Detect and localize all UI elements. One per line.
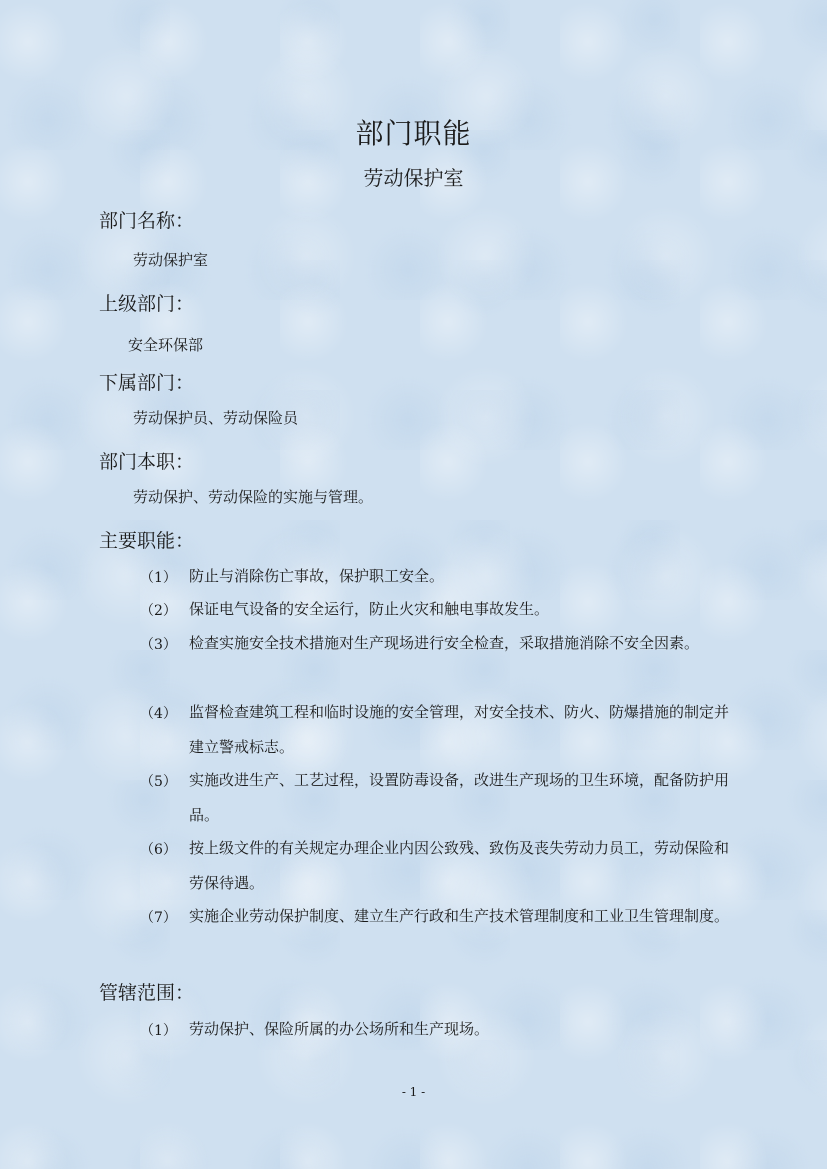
function-item-number: （5）: [140, 774, 177, 790]
scope-item-number: （1）: [140, 1023, 177, 1039]
function-item-number: （7）: [140, 910, 177, 926]
function-item-text: 按上级文件的有关规定办理企业内因公致残、致伤及丧失劳动力员工，劳动保险和劳保待遇。: [189, 839, 730, 892]
function-item-number: （2）: [140, 603, 177, 619]
function-item-text: 实施企业劳动保护制度、建立生产行政和生产技术管理制度和工业卫生管理制度。: [189, 907, 730, 925]
section-text-superior: 安全环保部: [128, 336, 204, 354]
function-item-text: 监督检查建筑工程和临时设施的安全管理，对安全技术、防火、防爆措施的制定并建立警戒标志。: [189, 703, 730, 756]
section-text-name: 劳动保护室: [133, 251, 209, 269]
scope-item-text: 劳动保护、保险所属的办公场所和生产现场。: [189, 1020, 490, 1038]
function-item-text: 防止与消除伤亡事故，保护职工安全。: [189, 567, 445, 585]
function-item-text: 检查实施安全技术措施对生产现场进行安全检查，采取措施消除不安全因素。: [189, 634, 700, 652]
section-heading-subordinate: 下属部门：: [99, 372, 195, 394]
document-subtitle: 劳动保护室: [363, 166, 464, 190]
function-item-text: 保证电气设备的安全运行，防止火灾和触电事故发生。: [189, 600, 550, 618]
section-text-duty: 劳动保护、劳动保险的实施与管理。: [133, 488, 374, 506]
section-heading-functions: 主要职能：: [99, 530, 195, 552]
section-text-subordinate: 劳动保护员、劳动保险员: [133, 409, 299, 427]
section-heading-duty: 部门本职：: [99, 451, 195, 473]
function-item-text: 实施改进生产、工艺过程，设置防毒设备，改进生产现场的卫生环境，配备防护用品。: [189, 771, 730, 824]
document-title: 部门职能: [355, 117, 472, 150]
function-item-number: （1）: [140, 570, 177, 586]
section-heading-name: 部门名称：: [99, 210, 195, 232]
function-item-number: （4）: [140, 706, 177, 722]
section-heading-scope: 管辖范围：: [99, 982, 195, 1004]
function-item-number: （3）: [140, 637, 177, 653]
page-number: - 1 -: [401, 1085, 426, 1099]
function-item-number: （6）: [140, 842, 177, 858]
section-heading-superior: 上级部门：: [99, 293, 195, 315]
